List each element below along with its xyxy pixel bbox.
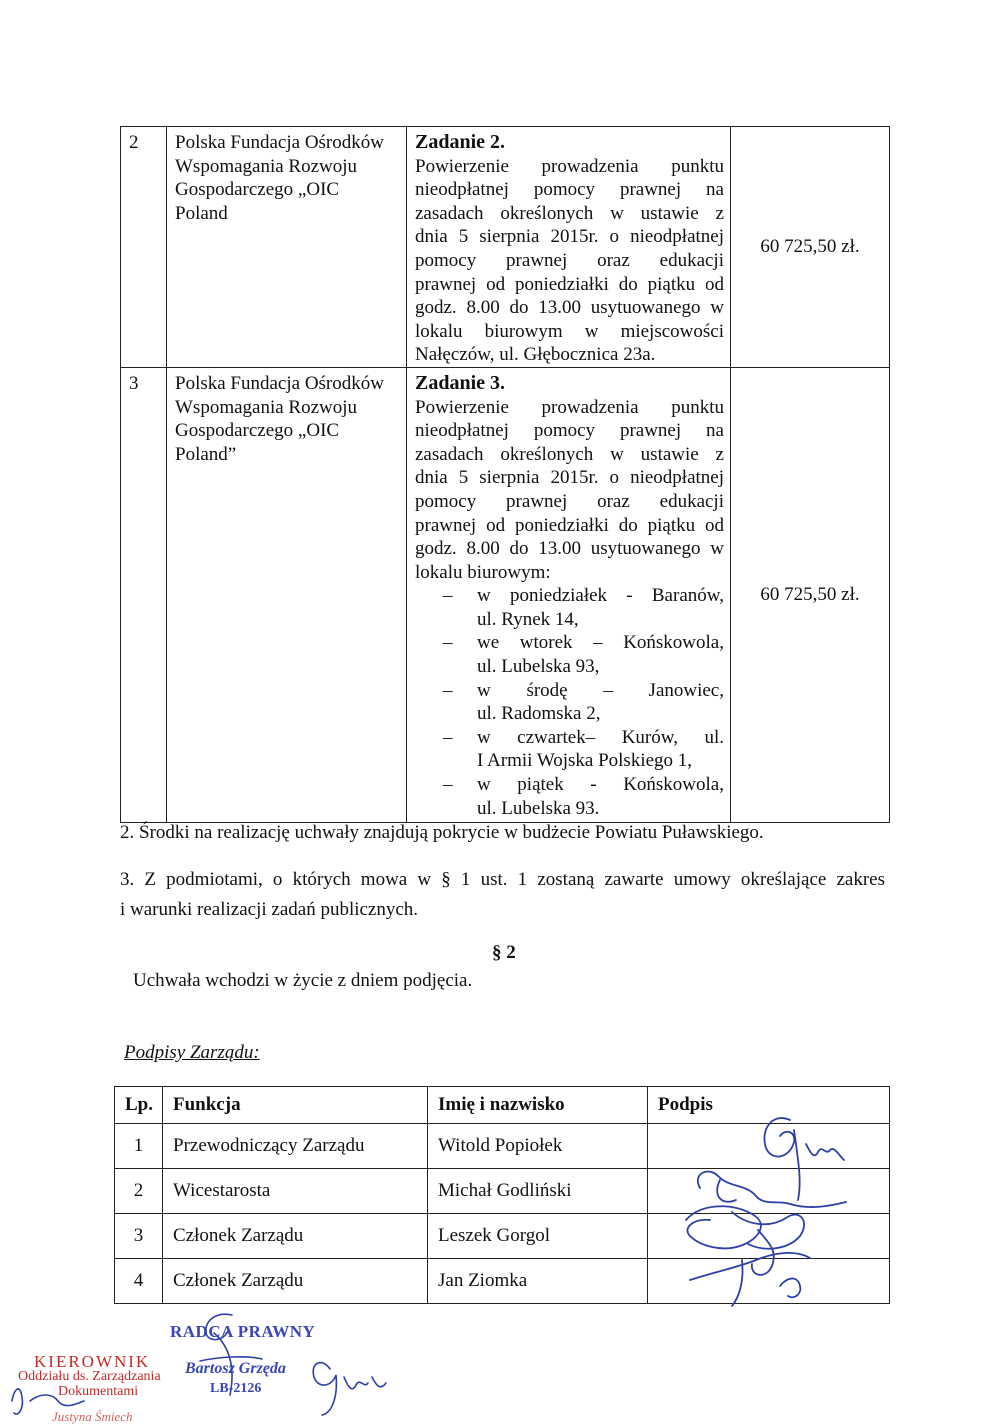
org-line: Poland”	[175, 443, 237, 465]
row-name: Leszek Gorgol	[428, 1214, 648, 1259]
task-line: godz. 8.00 do 13.00 usytuowanego w	[415, 297, 724, 319]
grant-amount: 60 725,50 zł.	[731, 367, 890, 822]
location-day: – w środę – Janowiec,	[477, 679, 724, 701]
location-item	[443, 584, 724, 631]
org-line: Wspomagania Rozwoju	[175, 396, 358, 418]
location-day: – w czwartek– Kurów, ul.	[477, 726, 724, 748]
stamp-kierownik-line2: Oddziału ds. Zarządzania	[18, 1369, 161, 1384]
stamp-kierownik-title: KIEROWNIK	[34, 1352, 151, 1371]
location-address: I Armii Wojska Polskiego 1,	[477, 750, 693, 772]
row-lp: 1	[115, 1124, 163, 1169]
task-line: lokalu biurowym w miejscowości	[415, 320, 724, 342]
row-name: Witold Popiołek	[428, 1124, 648, 1169]
location-list	[415, 584, 724, 820]
row-function: Wicestarosta	[163, 1169, 428, 1214]
grant-row-3	[121, 367, 890, 822]
row-function: Przewodniczący Zarządu	[163, 1124, 428, 1169]
location-day: – w piątek - Końskowola,	[477, 774, 724, 796]
grant-organization	[167, 367, 407, 822]
stamp-kierownik-name: Justyna Śmiech	[52, 1409, 133, 1424]
board-signatures-scribble	[660, 1100, 860, 1315]
task-line: dnia 5 sierpnia 2015r. o nieodpłatnej	[415, 467, 724, 489]
row-name: Michał Godliński	[428, 1169, 648, 1214]
task-line: zasadach określonych w ustawie z	[415, 443, 724, 465]
paragraph-3-line-2: i warunki realizacji zadań publicznych.	[120, 899, 419, 920]
task-line: Powierzenie prowadzenia punktu	[415, 396, 724, 418]
stamp-radca-number: LB-2126	[210, 1381, 262, 1396]
task-line: dnia 5 sierpnia 2015r. o nieodpłatnej	[415, 226, 724, 248]
paragraph-3-line-1: 3. Z podmiotami, o których mowa w § 1 ust. 1 zostaną zawarte umowy określające zakres	[120, 869, 885, 890]
location-item	[443, 679, 724, 726]
org-line: Polska Fundacja Ośrodków	[175, 372, 384, 394]
org-line: Wspomagania Rozwoju	[175, 155, 358, 177]
task-line: nieodpłatnej pomocy prawnej na	[415, 179, 724, 201]
org-line: Gospodarczego „OIC	[175, 179, 340, 201]
section-heading: § 2	[492, 942, 516, 963]
signatures-heading: Podpisy Zarządu:	[124, 1042, 260, 1063]
grant-lp: 2	[121, 127, 167, 368]
grant-task	[407, 367, 731, 822]
location-address: ul. Lubelska 93,	[477, 656, 600, 678]
task-title: Zadanie 2.	[415, 131, 506, 153]
org-line: Poland	[175, 202, 228, 224]
task-line: godz. 8.00 do 13.00 usytuowanego w	[415, 538, 724, 560]
task-line: Powierzenie prowadzenia punktu	[415, 155, 724, 177]
row-name: Jan Ziomka	[428, 1259, 648, 1304]
task-line: pomocy prawnej oraz edukacji	[415, 490, 724, 512]
task-line: lokalu biurowym:	[415, 561, 551, 583]
location-day: – we wtorek – Końskowola,	[477, 632, 724, 654]
location-item	[443, 726, 724, 773]
header-signature: Podpis	[648, 1087, 890, 1124]
header-lp: Lp.	[115, 1087, 163, 1124]
grant-lp: 3	[121, 367, 167, 822]
task-line: nieodpłatnej pomocy prawnej na	[415, 420, 724, 442]
task-line: pomocy prawnej oraz edukacji	[415, 249, 724, 271]
stamp-radca-name: Bartosz Grzęda	[185, 1360, 286, 1377]
location-address: ul. Radomska 2,	[477, 703, 601, 725]
task-title: Zadanie 3.	[415, 371, 506, 394]
header-name: Imię i nazwisko	[428, 1087, 648, 1124]
task-line: prawnej od poniedziałki do piątku od	[415, 514, 724, 536]
grant-task	[407, 127, 731, 368]
paragraph-2: 2. Środki na realizację uchwały znajdują pokrycie w budżecie Powiatu Puławskiego.	[120, 822, 764, 843]
location-address: ul. Rynek 14,	[477, 608, 579, 630]
task-line: prawnej od poniedziałki do piątku od	[415, 273, 724, 295]
row-function: Członek Zarządu	[163, 1214, 428, 1259]
grant-row-2	[121, 127, 890, 368]
row-lp: 3	[115, 1214, 163, 1259]
grant-amount: 60 725,50 zł.	[731, 127, 890, 368]
location-item	[443, 631, 724, 678]
stamp-kierownik-line3: Dokumentami	[58, 1384, 139, 1399]
effective-clause: Uchwała wchodzi w życie z dniem podjęcia.	[133, 970, 473, 991]
task-line: Nałęczów, ul. Głębocznica 23a.	[415, 344, 656, 366]
row-lp: 4	[115, 1259, 163, 1304]
row-lp: 2	[115, 1169, 163, 1214]
row-function: Członek Zarządu	[163, 1259, 428, 1304]
header-function: Funkcja	[163, 1087, 428, 1124]
location-day: – w poniedziałek - Baranów,	[477, 585, 724, 607]
location-item	[443, 773, 724, 820]
org-line: Polska Fundacja Ośrodków	[175, 132, 384, 153]
location-address: ul. Lubelska 93.	[477, 797, 600, 819]
grant-table	[120, 126, 890, 823]
stamp-radca-title: RADCA PRAWNY	[170, 1322, 316, 1341]
org-line: Gospodarczego „OIC	[175, 420, 340, 442]
stamp-signatures-scribble	[0, 1305, 420, 1425]
grant-organization	[167, 127, 407, 368]
task-line: zasadach określonych w ustawie z	[415, 202, 724, 224]
